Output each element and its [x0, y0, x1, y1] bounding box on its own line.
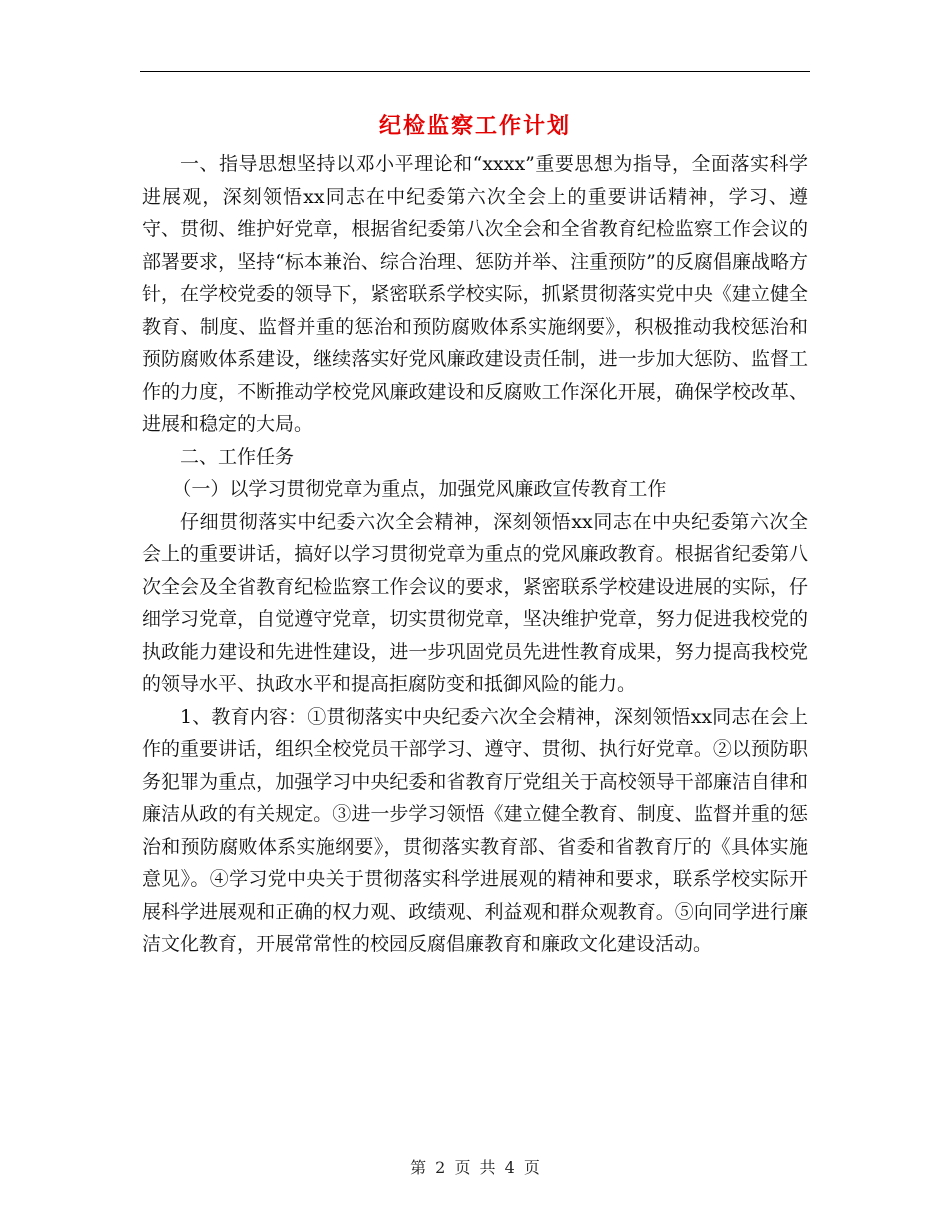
paragraph-implementation: 仔细贯彻落实中纪委六次全会精神，深刻领悟xx同志在中央纪委第六次全会上的重要讲话，搞好以学习贯彻党章为重点的党风廉政教育。根据省纪委第八次全会及全省教育纪检监察工作会议的要求，紧密联系学校建设进展的实际，仔细学习党章，自觉遵守党章，切实贯彻党章，坚决维护党章，努力促进我校党的执政能力建设和先进性建设，进一步巩固党员先进性教育成果，努力提高我校党的领导水平、执政水平和提高拒腐防变和抵御风险的能力。 — [142, 510, 808, 695]
page-footer: 第 2 页 共 4 页 — [410, 1158, 540, 1177]
header-rule — [140, 71, 810, 72]
document-title: 纪检监察工作计划 — [378, 113, 571, 139]
paragraph-education-content: 1、教育内容：①贯彻落实中央纪委六次全会精神，深刻领悟xx同志在会上作的重要讲话，组织全校党员干部学习、遵守、贯彻、执行好党章。②以预防职务犯罪为重点，加强学习中央纪委和省教育厅党组关于高校领导干部廉洁自律和廉洁从政的有关规定。③进一步学习领悟《建立健全教育、制度、监督并重的惩治和预防腐败体系实施纲要》，贯彻落实教育部、省委和省教育厅的《具体实施意见》。④学习党中央关于贯彻落实科学进展观的精神和要求，联系学校实际开展科学进展观和正确的权力观、政绩观、利益观和群众观教育。⑤向同学进行廉洁文化教育，开展常常性的校园反腐倡廉教育和廉政文化建设活动。 — [142, 705, 808, 955]
document-body — [142, 148, 808, 961]
subsection-heading-1: （一）以学习贯彻党章为重点，加强党风廉政宣传教育工作 — [172, 478, 667, 500]
paragraph-guiding-ideology: 一、指导思想坚持以邓小平理论和“xxxx”重要思想为指导，全面落实科学进展观，深刻领悟xx同志在中纪委第六次全会上的重要讲话精神，学习、遵守、贯彻、维护好党章，根据省纪委第八次全会和全省教育纪检监察工作会议的部署要求，坚持“标本兼治、综合治理、惩防并举、注重预防”的反腐倡廉战略方针，在学校党委的领导下，紧密联系学校实际，抓紧贯彻落实党中央《建立健全教育、制度、监督并重的惩治和预防腐败体系实施纲要》，积极推动我校惩治和预防腐败体系建设，继续落实好党风廉政建设责任制，进一步加大惩防、监督工作的力度，不断推动学校党风廉政建设和反腐败工作深化开展，确保学校改革、进展和稳定的大局。 — [142, 153, 808, 435]
section-heading-tasks: 二、工作任务 — [180, 445, 295, 468]
